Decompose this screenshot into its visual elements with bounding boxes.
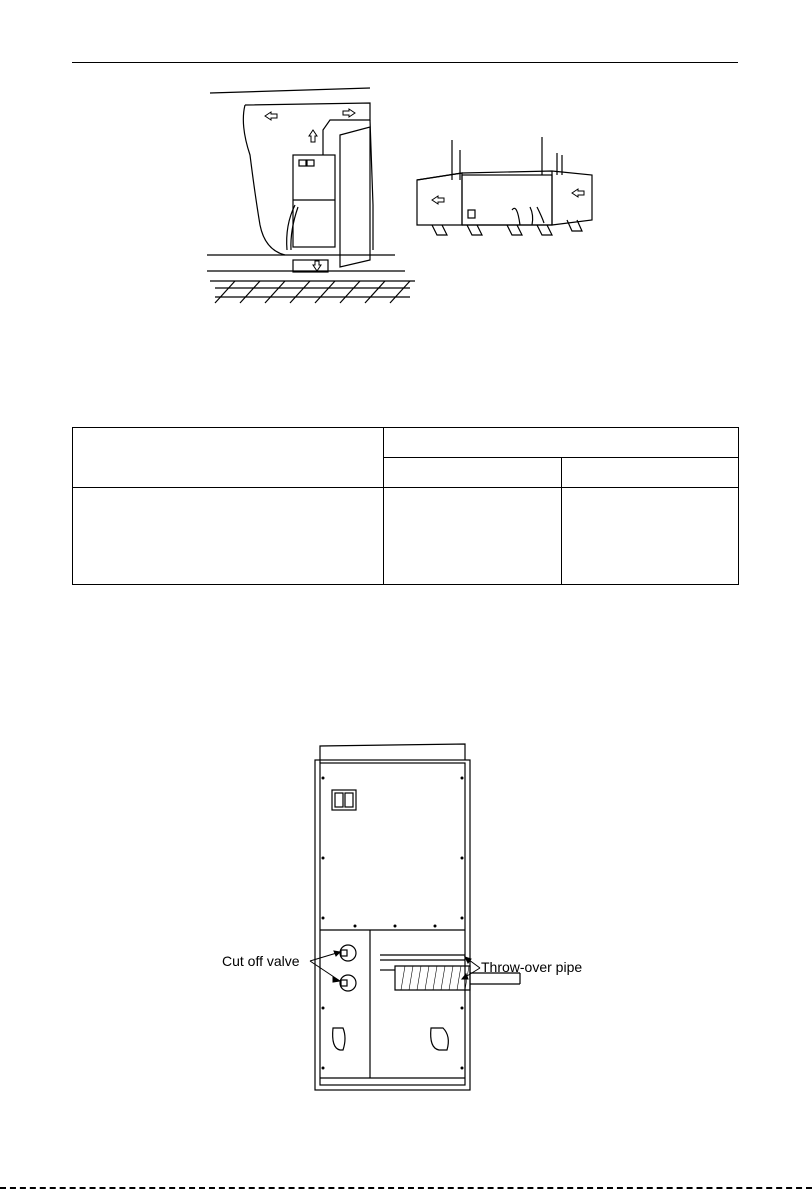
table-cell bbox=[562, 458, 739, 488]
vertical-installation-figure bbox=[205, 85, 420, 315]
footer-rule bbox=[0, 1187, 812, 1189]
unit-piping-figure bbox=[215, 738, 583, 1098]
table-cell bbox=[73, 428, 384, 488]
throw-over-pipe-label: Throw-over pipe bbox=[481, 959, 583, 975]
spec-table bbox=[72, 427, 739, 585]
unit-piping-drawing bbox=[215, 738, 583, 1098]
header-rule bbox=[72, 62, 738, 63]
vertical-installation-drawing bbox=[205, 85, 420, 315]
cut-off-valve-label: Cut off valve bbox=[222, 953, 300, 969]
horizontal-installation-figure bbox=[412, 135, 612, 240]
horizontal-installation-drawing bbox=[412, 135, 612, 240]
table-cell bbox=[384, 458, 562, 488]
table-cell bbox=[73, 488, 384, 585]
table-cell bbox=[384, 488, 562, 585]
table-cell bbox=[384, 428, 739, 458]
cut-off-valve-icon bbox=[340, 945, 356, 991]
table-cell bbox=[562, 488, 739, 585]
table-row bbox=[73, 488, 739, 585]
table-row bbox=[73, 428, 739, 458]
